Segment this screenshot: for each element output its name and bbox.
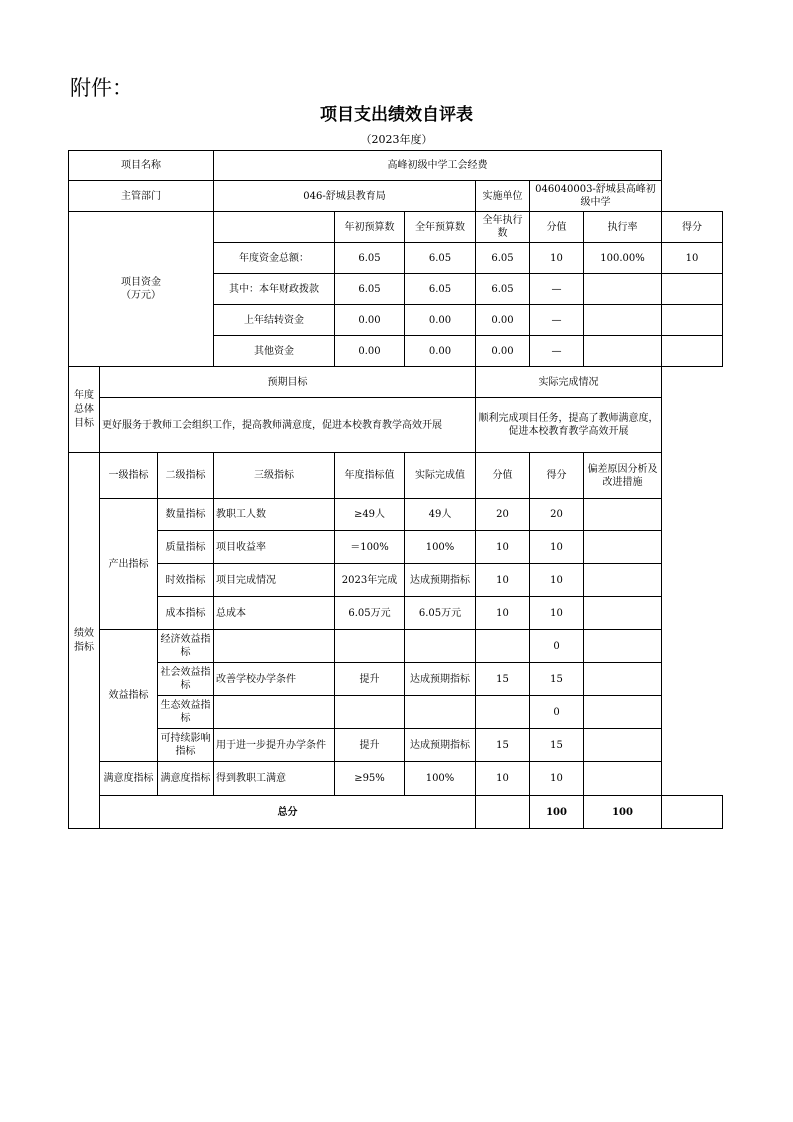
funds-cell: 0.00 (476, 336, 530, 367)
funds-cell (662, 305, 723, 336)
score-value: 10 (476, 531, 530, 564)
goals-header-row (69, 367, 723, 398)
funds-cell (584, 274, 662, 305)
funds-row-label: 其他资金 (214, 336, 335, 367)
funds-cell: — (530, 305, 584, 336)
score-value: 20 (476, 499, 530, 531)
document-year: （2023年度） (360, 133, 433, 146)
score: 0 (530, 696, 584, 729)
score-value: 15 (476, 729, 530, 762)
funds-cell: 0.00 (405, 305, 476, 336)
funds-row-label: 年度资金总额： (214, 243, 335, 274)
funds-cell: 6.05 (335, 274, 405, 305)
level2-indicator: 数量指标 (158, 499, 214, 531)
actual-value: 100% (405, 531, 476, 564)
actual-value: 达成预期指标 (405, 663, 476, 696)
level2-indicator: 经济效益指标 (158, 630, 214, 663)
score: 15 (530, 663, 584, 696)
annual-target: ＝100% (335, 531, 405, 564)
department-label: 主管部门 (69, 181, 214, 212)
annual-target (335, 630, 405, 663)
deviation-note (584, 531, 662, 564)
level3-indicator: 改善学校办学条件 (214, 663, 335, 696)
project-name-value: 高峰初级中学工会经费 (214, 151, 662, 181)
funds-cell (662, 336, 723, 367)
expected-goal-label: 预期目标 (100, 367, 476, 398)
level2-indicator: 质量指标 (158, 531, 214, 564)
deviation-note (584, 597, 662, 630)
goals-content-row (69, 398, 723, 453)
indicator-row (69, 499, 723, 531)
indicator-header-cell: 得分 (530, 453, 584, 499)
funds-header-cell: 全年执行数 (476, 212, 530, 243)
deviation-note (584, 630, 662, 663)
deviation-note (584, 762, 662, 796)
indicator-row (69, 597, 723, 630)
level1-indicator: 效益指标 (100, 630, 158, 762)
score: 10 (530, 762, 584, 796)
expected-goal-text: 更好服务于教师工会组织工作，提高教师满意度，促进本校教育教学高效开展 (100, 398, 476, 453)
funds-cell: 6.05 (335, 243, 405, 274)
annual-target: 2023年完成 (335, 564, 405, 597)
indicator-row (69, 630, 723, 663)
funds-header-cell: 全年预算数 (405, 212, 476, 243)
actual-value (405, 696, 476, 729)
level2-indicator: 生态效益指标 (158, 696, 214, 729)
total-note (662, 796, 723, 829)
level2-indicator: 可持续影响指标 (158, 729, 214, 762)
funds-cell: — (530, 274, 584, 305)
funds-cell: 6.05 (476, 243, 530, 274)
actual-completion-label: 实际完成情况 (476, 367, 662, 398)
actual-completion-text: 顺利完成项目任务，提高了教师满意度，促进本校教育教学高效开展 (476, 398, 662, 453)
deviation-note (584, 499, 662, 531)
department-row (69, 181, 723, 212)
annual-target: ≥95% (335, 762, 405, 796)
indicator-row (69, 762, 723, 796)
annual-target (335, 696, 405, 729)
department-value: 046-舒城县教育局 (214, 181, 476, 212)
project-name-label: 项目名称 (69, 151, 214, 181)
score-value: 15 (476, 663, 530, 696)
funds-header-blank (214, 212, 335, 243)
score: 20 (530, 499, 584, 531)
funds-row-label: 其中：本年财政拨款 (214, 274, 335, 305)
funds-cell: 0.00 (476, 305, 530, 336)
score-value (476, 696, 530, 729)
indicator-row (69, 564, 723, 597)
indicator-row (69, 729, 723, 762)
project-name-row (69, 151, 723, 181)
funds-cell: 0.00 (405, 336, 476, 367)
annual-target: ≥49人 (335, 499, 405, 531)
annual-target: 提升 (335, 663, 405, 696)
indicator-header-cell: 年度指标值 (335, 453, 405, 499)
level1-indicator: 满意度指标 (100, 762, 158, 796)
indicator-row (69, 696, 723, 729)
total-score: 100 (584, 796, 662, 829)
level3-indicator: 项目收益率 (214, 531, 335, 564)
total-score-value: 100 (530, 796, 584, 829)
deviation-note (584, 564, 662, 597)
score-value: 10 (476, 564, 530, 597)
funds-header-cell: 得分 (662, 212, 723, 243)
actual-value: 6.05万元 (405, 597, 476, 630)
level3-indicator: 总成本 (214, 597, 335, 630)
level3-indicator (214, 696, 335, 729)
funds-cell: 10 (530, 243, 584, 274)
funds-row-label: 上年结转资金 (214, 305, 335, 336)
actual-value: 49人 (405, 499, 476, 531)
document-title: 项目支出绩效自评表 (320, 105, 473, 125)
indicator-header-cell: 二级指标 (158, 453, 214, 499)
deviation-note (584, 729, 662, 762)
level3-indicator: 得到教职工满意 (214, 762, 335, 796)
score: 10 (530, 531, 584, 564)
level3-indicator: 教职工人数 (214, 499, 335, 531)
funds-cell: 0.00 (335, 336, 405, 367)
evaluation-table (68, 150, 723, 829)
annual-target: 提升 (335, 729, 405, 762)
funds-cell: 0.00 (335, 305, 405, 336)
implementing-unit-label: 实施单位 (476, 181, 530, 212)
annual-target: 6.05万元 (335, 597, 405, 630)
actual-value (405, 630, 476, 663)
score: 10 (530, 564, 584, 597)
indicator-row (69, 663, 723, 696)
funds-header-row (69, 212, 723, 243)
indicator-header-row (69, 453, 723, 499)
level2-indicator: 满意度指标 (158, 762, 214, 796)
indicator-row (69, 531, 723, 564)
funds-cell: 6.05 (405, 274, 476, 305)
deviation-note (584, 696, 662, 729)
indicator-header-cell: 分值 (476, 453, 530, 499)
funds-header-cell: 分值 (530, 212, 584, 243)
level3-indicator: 用于进一步提升办学条件 (214, 729, 335, 762)
annual-goal-side-label: 年度总体目标 (69, 367, 100, 453)
funds-cell (584, 336, 662, 367)
level3-indicator: 项目完成情况 (214, 564, 335, 597)
score: 10 (530, 597, 584, 630)
funds-cell: — (530, 336, 584, 367)
funds-cell: 6.05 (476, 274, 530, 305)
performance-indicator-side-label: 绩效指标 (69, 453, 100, 829)
actual-value: 100% (405, 762, 476, 796)
indicator-header-cell: 三级指标 (214, 453, 335, 499)
funds-cell: 100.00% (584, 243, 662, 274)
implementing-unit-value: 046040003-舒城县高峰初级中学 (530, 181, 662, 212)
attachment-label: 附件： (70, 76, 133, 100)
level3-indicator (214, 630, 335, 663)
funds-cell: 6.05 (405, 243, 476, 274)
indicator-header-cell: 实际完成值 (405, 453, 476, 499)
funds-cell: 10 (662, 243, 723, 274)
score-value: 10 (476, 762, 530, 796)
funds-header-cell: 年初预算数 (335, 212, 405, 243)
indicator-header-cell: 一级指标 (100, 453, 158, 499)
funds-cell (662, 274, 723, 305)
level2-indicator: 时效指标 (158, 564, 214, 597)
funds-section-label: 项目资金 （万元） (69, 212, 214, 367)
deviation-note (584, 663, 662, 696)
score: 15 (530, 729, 584, 762)
total-row (69, 796, 723, 829)
total-label: 总分 (100, 796, 476, 829)
funds-cell (584, 305, 662, 336)
level2-indicator: 社会效益指标 (158, 663, 214, 696)
score-value: 10 (476, 597, 530, 630)
score-value (476, 630, 530, 663)
level2-indicator: 成本指标 (158, 597, 214, 630)
score: 0 (530, 630, 584, 663)
funds-header-cell: 执行率 (584, 212, 662, 243)
indicator-header-cell: 偏差原因分析及改进措施 (584, 453, 662, 499)
actual-value: 达成预期指标 (405, 564, 476, 597)
actual-value: 达成预期指标 (405, 729, 476, 762)
level1-indicator: 产出指标 (100, 499, 158, 630)
total-actual (476, 796, 530, 829)
